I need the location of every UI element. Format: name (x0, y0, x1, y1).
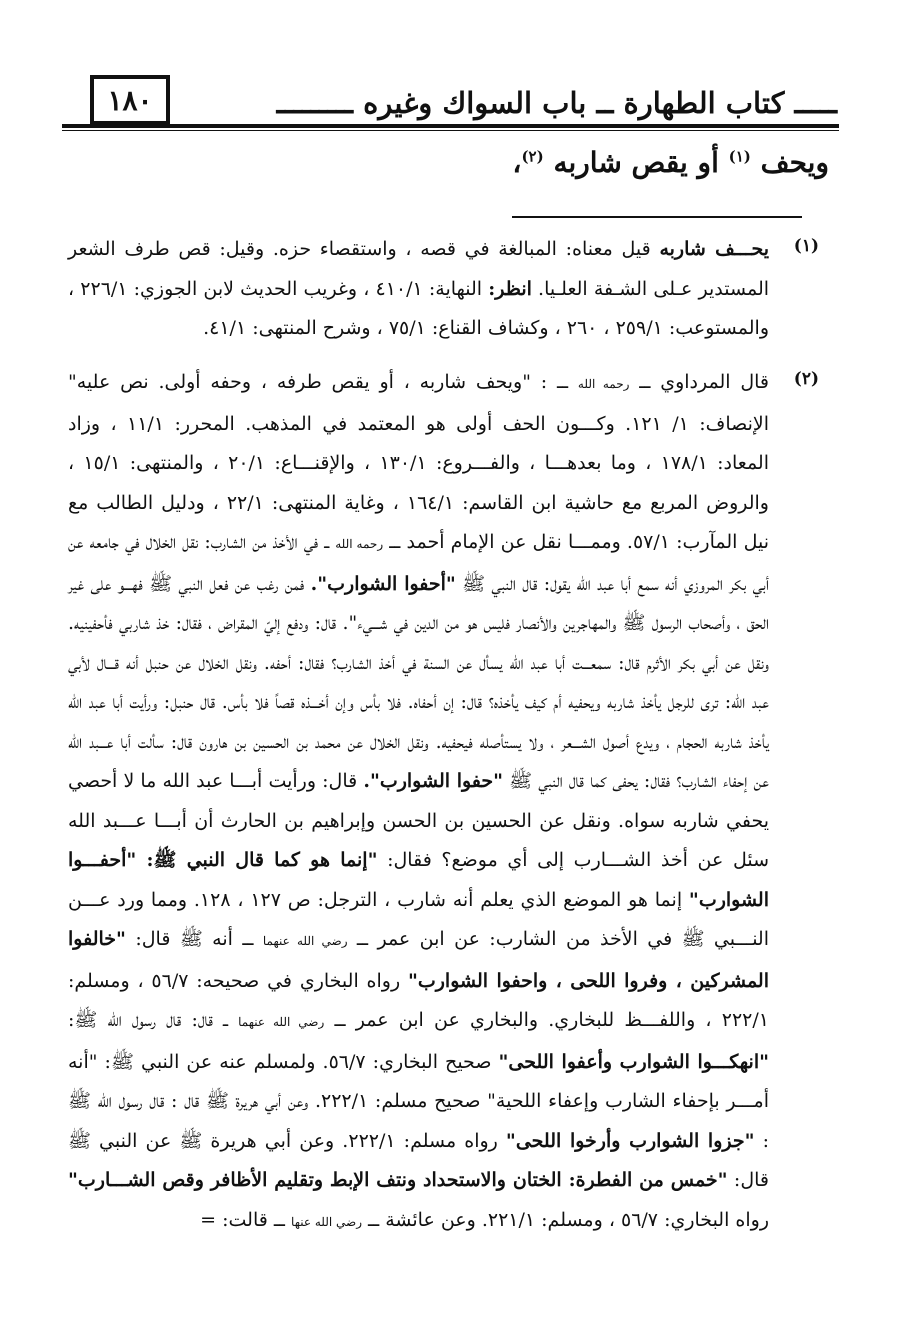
running-header-title: ـــــ كتاب الطهارة ــ باب السواك وغيره ـــــــــ (276, 86, 837, 120)
fn2-seg7: ــ أنه ﷺ قال: (125, 928, 263, 950)
footnote-1-text: قيل معناه: المبالغة في قصه ، واستقصاء حزه. وقيل: قص طرف الشعر المستدير عـلى الشـفة العلـيا. (68, 238, 770, 300)
fn2-seg10: صحيح البخاري: ٥٦/٧. ولمسلم عنه عن النبي ﷺ: "أنه أمـــر بإحفاء الشارب وإعفاء اللحية" صحيح مسلم: ٢٢٢/١. وعن أبي هريرة ﷺ قال : قال رسول الله ﷺ : (68, 1050, 769, 1152)
footnote-ref-2: (٢) (521, 147, 544, 166)
footnote-2 (68, 363, 769, 1242)
fn2-bold-6: "جزوا الشوارب وأرخوا اللحى" (505, 1129, 755, 1152)
fn2-seg4: فمن رغب عن فعل النبي ﷺ فهـــو على غير الحق ، وأصحاب الرسول ﷺ والمهاجرين والأنصار فليس هو من الدين في شـــيء". قال: ودفع إليّ المقراض ، فقال: خذ شاربي فأحفينيه. ونقل عن أبي بكر الأثرم قال: سمعـــت أبا عبد الله يسأل عن السنة في أخذ الشارب؟ فقال: أحفه. ونقل الخلال عن حنبل أنه قـــال لأبي عبد الله: ترى للرجل يأخذ شاربه ويحفيه أم كيف يأخذه؟ قال: إن أحفاه. فلا بأس وإن أخـــذه قصاً فلا بأس. قال حنبل: ورأيت أبا عبد الله يأخذ شاربه الحجام ، ويدع أصول الشـــعر ، ولا يستأصله فيحفيه. ونقل الخلال عن محمد بن الحسين بن هارون قال: سألت أبا عـــبد الله عن إحفاء الشارب؟ فقال: يحفى كما قال النبي ﷺ (68, 572, 769, 792)
fn2-seg12: رواه البخاري: ٥٦/٧ ، ومسلم: ٢٢١/١. وعن عائشة ــ (362, 1208, 769, 1231)
fn2-seg6: إنما هو الموضع الذي يعلم أنه شارب ، الترجل: ص ١٢٧ ، ١٢٨. ومما ورد عـــن النـــبي ﷺ في الأخذ من الشارب: عن ابن عمر ــ (68, 888, 770, 950)
fn2-seg11: رواه مسلم: ٢٢٢/١. وعن أبي هريرة ﷺ عن النبي ﷺ قال: (68, 1129, 769, 1191)
footnote-number-1: (١) (793, 236, 819, 256)
fn2-bold-2: "حفوا الشوارب". (363, 770, 504, 792)
fn2-bold-5: "انهكـــوا الشوارب وأعفوا اللحى" (498, 1050, 770, 1073)
footnote-1-keyword: يحـــف شاربه (659, 238, 769, 260)
fn2-honorific-4: رضي الله عنهما (238, 1015, 325, 1029)
footnote-number-2: (٢) (793, 369, 819, 389)
fn2-seg9: ــ قال: قال رسول الله ﷺ: (68, 1009, 239, 1031)
main-text-before: ويحف (750, 146, 829, 179)
fn2-honorific-2: رحمه الله (335, 537, 384, 551)
fn2-honorific-1: رحمه الله (577, 377, 630, 391)
footnote-1-text2: النهاية: ٤١٠/١ ، وغريب الحديث لابن الجوزي: ٢٢٦/١ ، والمستوعب: ٢٥٩/١ ، ٢٦٠ ، وكشاف القناع: ٧٥/١ ، وشرح المنتهى: ٤١/١. (68, 277, 769, 339)
fn2-seg3: ــ في الأخذ من الشارب: نقل الخلال في جامعه عن أبي بكر المروزي أنه سمع أبا عبد الله يقول: قال النبي ﷺ (68, 531, 769, 595)
fn2-seg5: قال: ورأيت أبـــا عبد الله ما لا أحصي يحفي شاربه سواه. ونقل عن الحسين بن الحسن وإبراهيم بن الحارث أن أبـــا عـــبد الله سئل عن أخذ الشـــارب إلى أي موضع؟ فقال: (68, 770, 769, 871)
fn2-honorific-5: رضي الله عنها (291, 1214, 363, 1229)
fn2-seg13: ــ قالت: = (200, 1208, 292, 1231)
page-number (90, 75, 170, 125)
fn2-seg1: قال المرداوي ــ (629, 371, 770, 393)
main-text-middle: أو يقص شاربه (543, 146, 729, 179)
page-number-text: ١٨٠ (107, 83, 153, 117)
footnote-separator (512, 216, 802, 218)
fn2-seg8: رواه البخاري في صحيحه: ٥٦/٧ ، ومسلم: ٢٢٢/١ ، واللفـــظ للبخاري. والبخاري عن ابن عمر ــ (68, 969, 769, 1031)
fn2-bold-3: "إنما هو كما قال النبي ﷺ: "أحفـــوا الشوارب" (68, 849, 769, 911)
fn2-bold-4: "خالفوا المشركين ، وفروا اللحى ، واحفوا الشوارب" (68, 928, 769, 992)
header-rule-thick (62, 124, 839, 128)
fn2-seg2: ــ : "ويحف شاربه ، أو يقص طرفه ، وحفه أولى. نص عليه" الإنصاف: ١/ ١٢١. وكـــون الحف أولى هو المعتمد في المذهب. المحرر: ١١/١ ، وزاد المعاد: ١٧٨/١ ، وما بعدهـــا ، والفـــروع: ١٣٠/١ ، والإقنـــاع: ٢٠/١ ، والمنتهى: ١٥/١ ، والروض المربع مع حاشية ابن القاسم: ١٦٤/١ ، وغاية المنتهى: ٢٢/١ ، ودليل الطالب مع نيل المآرب: ٥٧/١. وممـــا نقل عن الإمام أحمد ــ (68, 371, 770, 553)
fn2-bold-7: "خمس من الفطرة: الختان والاستحداد ونتف الإبط وتقليم الأظافر وقص الشـــارب" (68, 1169, 728, 1191)
footnote-ref-1: (١) (728, 147, 751, 166)
main-text-line (80, 146, 829, 179)
fn2-honorific-3: رضي الله عنهما (262, 934, 348, 948)
fn2-bold-1: "أحفوا الشوارب". (310, 572, 456, 595)
main-text-after: ، (512, 146, 522, 179)
header-rule-thin (62, 130, 839, 131)
footnote-1 (68, 230, 769, 349)
footnote-1-bold-word: انظر: (488, 277, 532, 300)
